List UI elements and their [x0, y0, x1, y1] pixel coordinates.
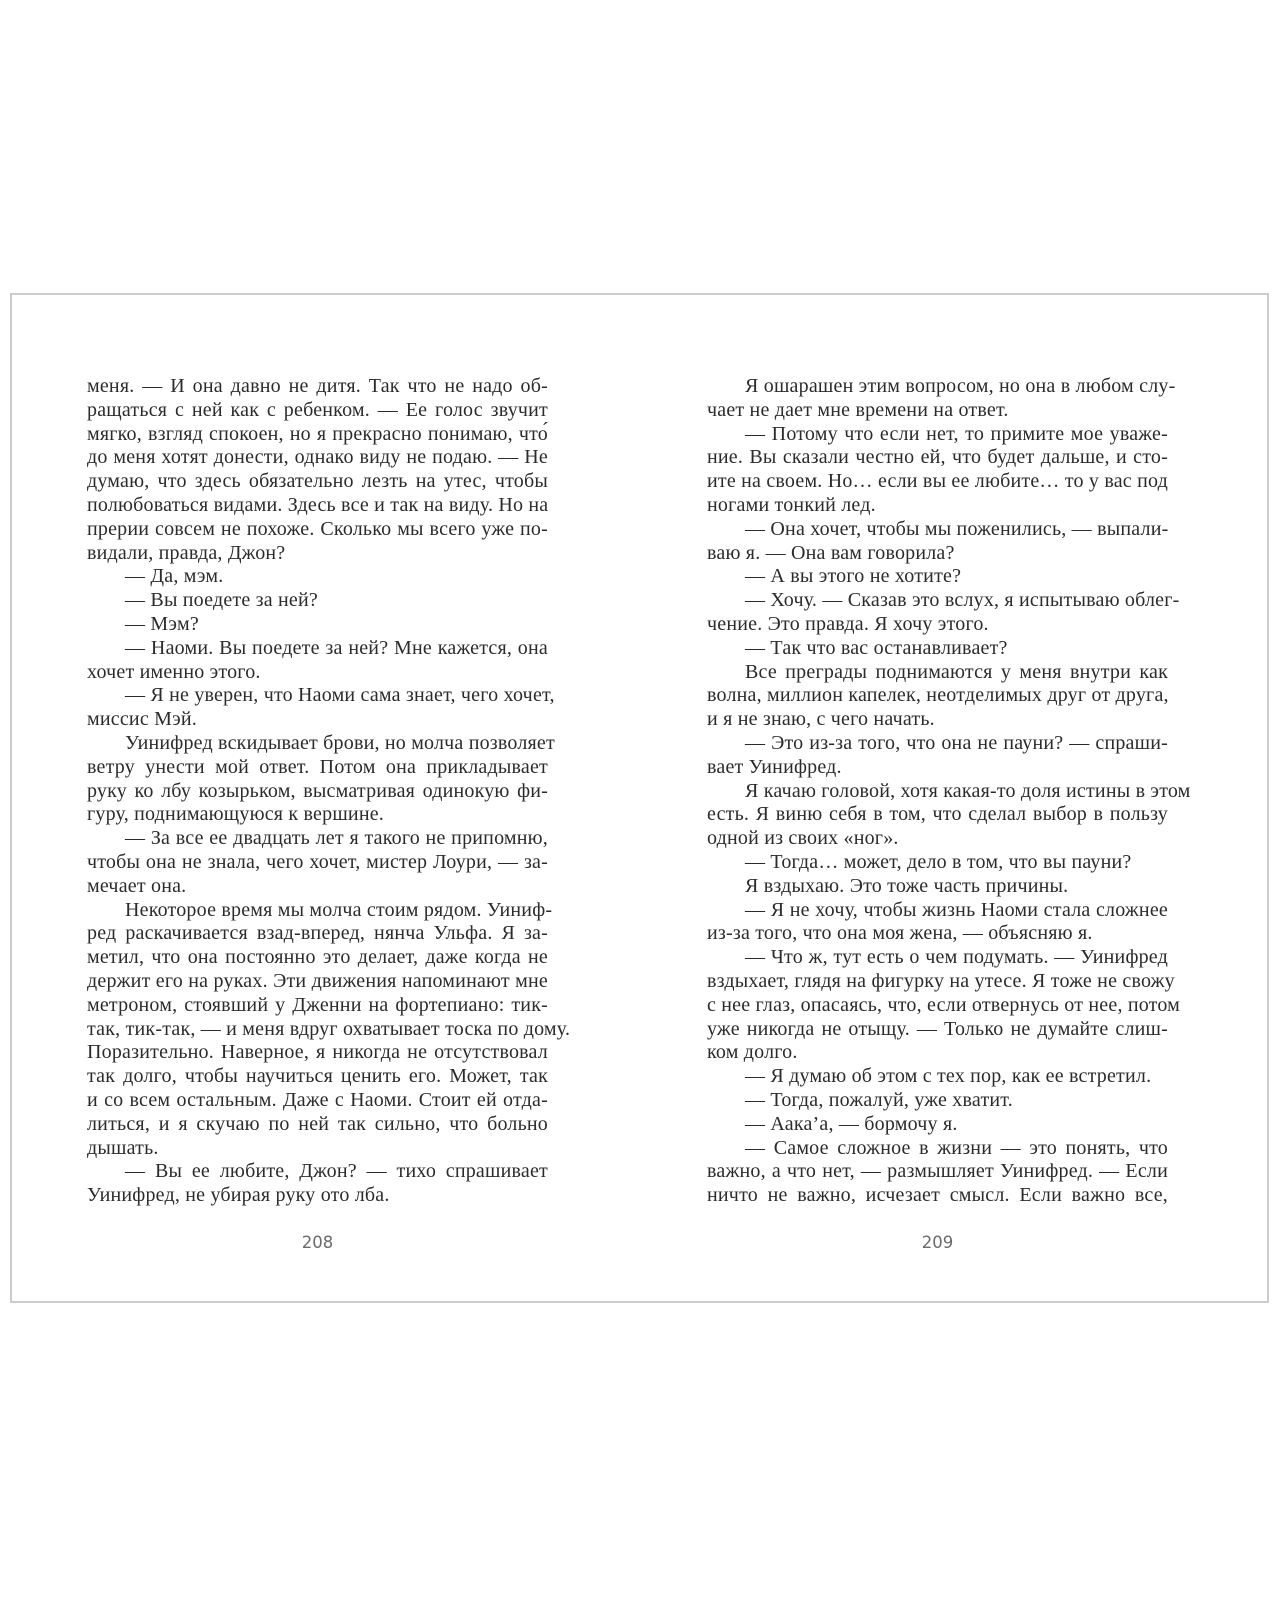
- text-line: так долго, чтобы научиться ценить его. Может, так: [87, 1065, 548, 1088]
- text-line: дышать.: [87, 1136, 159, 1159]
- text-line: — Что ж, тут есть о чем подумать. — Уинифред: [745, 946, 1168, 969]
- text-line: вает Уинифред.: [707, 755, 842, 778]
- text-line: и со всем остальным. Даже с Наоми. Стоит ей отда-: [87, 1088, 548, 1111]
- text-line: Я вздыхаю. Это тоже часть причины.: [745, 874, 1069, 897]
- text-line: одной из своих «ног».: [707, 827, 899, 850]
- text-line: ваю я. — Она вам говорила?: [707, 541, 955, 564]
- text-line: Некоторое время мы молча стоим рядом. Уиниф-: [125, 898, 553, 921]
- text-line: до меня хотят донести, однако виду не подаю. — Не: [87, 446, 548, 469]
- text-line: — Это из-за того, что она не пауни? — спраши-: [745, 731, 1168, 754]
- text-line: с нее глаз, опасаясь, что, если отвернусь от нее, потом: [707, 993, 1181, 1016]
- text-line: — Тогда, пожалуй, уже хватит.: [745, 1088, 1013, 1111]
- text-line: — Так что вас останавливает?: [745, 636, 1008, 659]
- text-line: — Наоми. Вы поедете за ней? Мне кажется, она: [125, 636, 548, 659]
- text-line: чтобы она не знала, чего хочет, мистер Лоури, — за-: [87, 850, 548, 873]
- text-line: — Хочу. — Сказав это вслух, я испытываю облег-: [745, 589, 1180, 612]
- text-line: меня. — И она давно не дитя. Так что не надо об-: [87, 375, 548, 397]
- text-line: ред раскачивается взад-вперед, нянча Ульфа. Я за-: [87, 922, 548, 945]
- text-line: — Я думаю об этом с тех пор, как ее встретил.: [745, 1065, 1152, 1088]
- text-line: Уинифред, не убирая руку ото лба.: [87, 1184, 390, 1207]
- text-line: литься, и я скучаю по ней так сильно, что больно: [87, 1112, 548, 1135]
- text-line: Я качаю головой, хотя какая-то доля истины в этом: [745, 779, 1191, 802]
- text-line: гуру, поднимающуюся к вершине.: [87, 803, 385, 826]
- text-line: метроном, стоявший у Дженни на фортепиано: тик-: [87, 993, 548, 1016]
- text-line: — Я не уверен, что Наоми сама знает, чего хочет,: [125, 684, 555, 707]
- right-page-text-column: [707, 375, 1191, 1208]
- text-line: из-за того, что она моя жена, — объясняю я.: [707, 922, 1093, 945]
- right-page-number: 209: [921, 1233, 954, 1252]
- text-line: думаю, что здесь обязательно лезть на утес, чтобы: [87, 470, 548, 493]
- text-line: вздыхает, глядя на фигурку на утесе. Я тоже не свожу: [707, 969, 1175, 992]
- text-line: — Она хочет, чтобы мы поженились, — выпали-: [745, 517, 1169, 540]
- text-line: — Мэм?: [125, 612, 199, 635]
- text-line: ние. Вы сказали честно ей, что будет дальше, и сто-: [707, 446, 1168, 469]
- text-line: Я ошарашен этим вопросом, но она в любом слу-: [745, 375, 1176, 397]
- text-line: — Я не хочу, чтобы жизнь Наоми стала сложнее: [745, 898, 1168, 921]
- text-line: полюбоваться видами. Здесь все и так на виду. Но на: [87, 493, 549, 516]
- text-line: есть. Я виню себя в том, что сделал выбор в пользу: [707, 803, 1168, 826]
- text-line: — А вы этого не хотите?: [745, 565, 962, 588]
- text-line: мечает она.: [87, 874, 187, 897]
- text-line: чение. Это правда. Я хочу этого.: [707, 612, 989, 635]
- text-line: важно, а что нет, — размышляет Уинифред. — Если: [707, 1160, 1168, 1183]
- text-line: — За все ее двадцать лет я такого не припомню,: [125, 827, 548, 850]
- book-page-sheet: [10, 293, 1269, 1303]
- left-page-number: 208: [301, 1233, 334, 1252]
- text-line: — Аака’а, — бормочу я.: [745, 1112, 958, 1135]
- text-line: хочет именно этого.: [87, 660, 261, 683]
- text-line: волна, миллион капелек, неотделимых друг от друга,: [707, 684, 1169, 707]
- text-line: уже никогда не отыщу. — Только не думайте слиш-: [707, 1017, 1168, 1040]
- text-line: метил, что она постоянно это делает, даже когда не: [87, 946, 548, 969]
- text-line: ите на своем. Но… если вы ее любите… то у вас под: [707, 470, 1168, 493]
- text-line: миссис Мэй.: [87, 708, 197, 731]
- text-line: и я не знаю, с чего начать.: [707, 708, 935, 731]
- text-line: мягко, взгляд спокоен, но я прекрасно понимаю, что́: [87, 422, 548, 445]
- text-line: ногами тонкий лед.: [707, 493, 876, 516]
- text-line: — Да, мэм.: [125, 565, 224, 588]
- text-line: — Самое сложное в жизни — это понять, что: [745, 1136, 1168, 1159]
- text-line: ком долго.: [707, 1041, 798, 1064]
- text-line: чает не дает мне времени на ответ.: [707, 398, 1009, 421]
- text-line: — Потому что если нет, то примите мое уваже-: [745, 422, 1168, 445]
- text-line: — Тогда… может, дело в том, что вы пауни?: [745, 850, 1132, 873]
- text-line: руку ко лбу козырьком, высматривая одинокую фи-: [87, 779, 548, 802]
- left-page-text-column: [87, 375, 571, 1208]
- text-line: прерии совсем не похоже. Сколько мы всего уже по-: [87, 517, 548, 540]
- text-line: ничто не важно, исчезает смысл. Если важно все,: [707, 1184, 1168, 1207]
- text-line: Поразительно. Наверное, я никогда не отсутствовал: [87, 1041, 548, 1064]
- text-line: ращаться с ней как с ребенком. — Ее голос звучит: [87, 398, 548, 421]
- text-line: так, тик-так, — и меня вдруг охватывает тоска по дому.: [87, 1017, 571, 1040]
- text-line: Все преграды поднимаются у меня внутри как: [745, 660, 1168, 683]
- text-line: — Вы ее любите, Джон? — тихо спрашивает: [125, 1160, 548, 1183]
- text-line: Уинифред вскидывает брови, но молча позволяет: [125, 731, 555, 754]
- text-line: — Вы поедете за ней?: [125, 589, 318, 612]
- text-line: ветру унести мой ответ. Потом она прикладывает: [87, 755, 548, 778]
- text-line: видали, правда, Джон?: [87, 541, 286, 564]
- text-line: держит его на руках. Эти движения напоминают мне: [87, 969, 548, 992]
